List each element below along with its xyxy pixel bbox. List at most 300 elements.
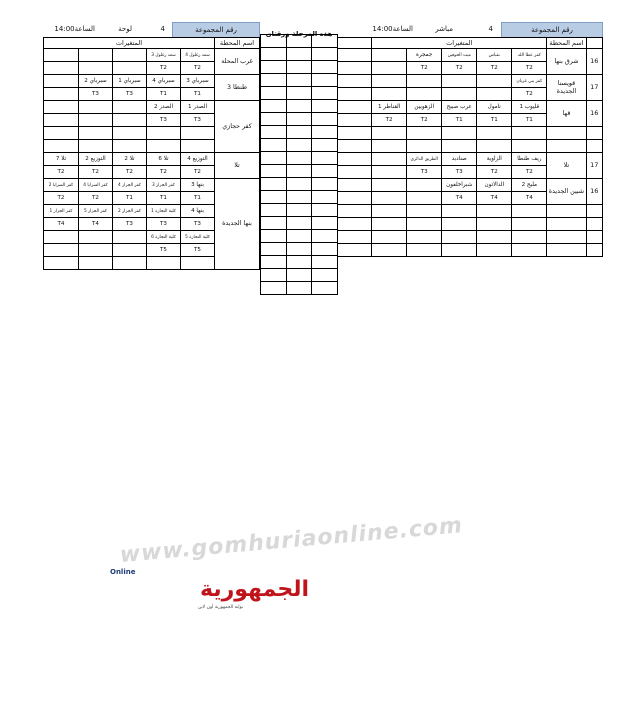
empty-cell [312, 256, 338, 269]
code-cell [372, 62, 407, 75]
right-variables-header: المتغيرات [372, 38, 547, 49]
variable-cell [43, 231, 78, 244]
code-cell: T1 [442, 114, 477, 127]
empty-cell [407, 218, 442, 231]
table-row [261, 178, 338, 191]
variable-cell: جمجرة [407, 49, 442, 62]
variable-cell: كلية التجارة 5 [181, 231, 215, 244]
empty-cell [586, 140, 602, 153]
empty-cell [477, 205, 512, 218]
code-cell: T2 [512, 62, 547, 75]
station-name: طنطا 3 [215, 75, 260, 101]
table-row [261, 139, 338, 152]
code-cell: T2 [147, 62, 181, 75]
empty-cell [181, 127, 215, 140]
empty-cell [261, 269, 287, 282]
empty-cell [372, 140, 407, 153]
row-number: 17 [586, 153, 602, 179]
variable-cell: شبراخلفون [442, 179, 477, 192]
empty-cell [147, 257, 181, 270]
variable-cell: بنها 3 [181, 179, 215, 192]
empty-cell [261, 100, 287, 113]
code-cell [372, 166, 407, 179]
code-cell [113, 114, 147, 127]
empty-cell [547, 205, 586, 218]
table-row [43, 75, 259, 88]
variable-cell [442, 75, 477, 88]
empty-cell [338, 218, 372, 231]
empty-cell [287, 61, 312, 74]
empty-cell [287, 243, 312, 256]
empty-cell [407, 140, 442, 153]
empty-cell [261, 204, 287, 217]
variable-cell: القناطر 1 [372, 101, 407, 114]
code-cell [442, 88, 477, 101]
empty-cell [312, 74, 338, 87]
empty-cell [147, 140, 181, 153]
empty-cell [147, 127, 181, 140]
empty-cell [312, 217, 338, 230]
variable-cell [79, 49, 113, 62]
empty-cell [261, 139, 287, 152]
variable-cell: الزاوية [477, 153, 512, 166]
station-name: قويسنا الجديدة [547, 75, 586, 101]
table-row [261, 87, 338, 100]
empty-cell [372, 205, 407, 218]
code-cell: T2 [181, 166, 215, 179]
code-cell: T1 [181, 88, 215, 101]
variable-cell: سعد زغلول 3 [147, 49, 181, 62]
table-row [261, 152, 338, 165]
variable-cell: كفر السرايا 4 [79, 179, 113, 192]
empty-cell [442, 127, 477, 140]
code-cell [79, 62, 113, 75]
variable-cell: الصدر 2 [147, 101, 181, 114]
variable-cell [43, 75, 78, 88]
empty-cell [261, 243, 287, 256]
station-name: بنها الجديدة [215, 179, 260, 270]
empty-cell [442, 218, 477, 231]
empty-cell [586, 244, 602, 257]
code-cell: T3 [181, 218, 215, 231]
empty-cell [586, 127, 602, 140]
table-row [261, 100, 338, 113]
code-cell: T3 [407, 166, 442, 179]
variable-cell: الصدر 1 [181, 101, 215, 114]
empty-cell [312, 230, 338, 243]
code-cell: T3 [442, 166, 477, 179]
table-row [338, 153, 603, 166]
variable-cell: الطريق الدائري [407, 153, 442, 166]
variable-cell: الدالاتون [477, 179, 512, 192]
empty-cell [261, 35, 287, 48]
code-cell [43, 244, 78, 257]
variable-cell: الزهويين [407, 101, 442, 114]
empty-cell [312, 48, 338, 61]
code-cell [407, 88, 442, 101]
empty-cell [287, 282, 312, 295]
code-cell: T1 [147, 192, 181, 205]
table-row [261, 165, 338, 178]
empty-cell [442, 205, 477, 218]
empty-cell [261, 74, 287, 87]
variable-cell: سبرباي 2 [79, 75, 113, 88]
station-name: شرق بنها [547, 49, 586, 75]
empty-cell [287, 87, 312, 100]
logo-tag-text: Online [110, 568, 136, 576]
left-table-wrap [44, 37, 260, 270]
empty-cell [312, 269, 338, 282]
variable-cell: كفر السرايا 2 [43, 179, 78, 192]
empty-cell [586, 205, 602, 218]
left-time: الساعة14:00 [54, 25, 95, 33]
left-group-label: رقم المجموعة [172, 22, 260, 38]
code-cell: T2 [477, 62, 512, 75]
empty-cell [287, 139, 312, 152]
empty-cell [79, 127, 113, 140]
empty-cell [287, 100, 312, 113]
empty-cell [477, 127, 512, 140]
code-cell [113, 62, 147, 75]
empty-cell [338, 153, 372, 166]
code-cell: T4 [477, 192, 512, 205]
code-cell: T2 [372, 114, 407, 127]
variable-cell [79, 101, 113, 114]
empty-cell [287, 126, 312, 139]
code-cell [43, 114, 78, 127]
row-number: 16 [586, 49, 602, 75]
variable-cell: سبرباي 4 [147, 75, 181, 88]
variable-cell: التوزيع 2 [79, 153, 113, 166]
watermark-text: www.gomhuriaonline.com [118, 513, 464, 569]
variable-cell: تلا 6 [147, 153, 181, 166]
empty-cell [338, 101, 372, 114]
right-time: الساعة14:00 [372, 25, 413, 33]
table-row [261, 61, 338, 74]
empty-cell [338, 140, 372, 153]
left-table [43, 37, 260, 270]
empty-cell [312, 282, 338, 295]
code-cell: T2 [512, 88, 547, 101]
variable-cell: صنادبد [442, 153, 477, 166]
variable-cell: كلية التجارة 1 [147, 205, 181, 218]
code-cell [43, 88, 78, 101]
empty-cell [372, 218, 407, 231]
empty-cell [287, 269, 312, 282]
variable-cell [372, 75, 407, 88]
table-row [43, 153, 259, 166]
empty-cell [338, 127, 372, 140]
empty-cell [477, 218, 512, 231]
code-cell: T3 [147, 114, 181, 127]
table-row [338, 127, 603, 140]
station-name: غرب المحلة [215, 49, 260, 75]
empty-cell [512, 127, 547, 140]
code-cell: T3 [181, 114, 215, 127]
empty-cell [338, 88, 372, 101]
variable-cell: عرب صبيح [442, 101, 477, 114]
code-cell: T2 [442, 62, 477, 75]
variable-cell: تلا 7 [43, 153, 78, 166]
empty-cell [407, 231, 442, 244]
code-cell: T2 [512, 166, 547, 179]
variable-cell [43, 49, 78, 62]
empty-cell [287, 165, 312, 178]
code-cell: T3 [113, 218, 147, 231]
code-cell: T2 [79, 166, 113, 179]
code-cell [372, 192, 407, 205]
variable-cell [407, 75, 442, 88]
left-group-number: 4 [160, 25, 165, 33]
empty-cell [312, 243, 338, 256]
variable-cell [407, 179, 442, 192]
empty-cell [407, 127, 442, 140]
variable-cell: تلا 2 [113, 153, 147, 166]
empty-cell [442, 244, 477, 257]
right-station-header: اسم المحطة [547, 38, 586, 49]
table-row [261, 204, 338, 217]
left-variables-header: المتغيرات [43, 38, 214, 49]
table-row [261, 113, 338, 126]
empty-cell [113, 140, 147, 153]
code-cell: T1 [477, 114, 512, 127]
empty-cell [312, 113, 338, 126]
empty-cell [261, 230, 287, 243]
code-cell: T5 [147, 244, 181, 257]
variable-cell: ميت الحوفين [442, 49, 477, 62]
right-table [337, 37, 603, 257]
empty-cell [312, 100, 338, 113]
station-name: تلا [547, 153, 586, 179]
code-cell: T1 [181, 192, 215, 205]
code-cell [43, 62, 78, 75]
code-cell [372, 88, 407, 101]
code-cell: T2 [181, 62, 215, 75]
variable-cell [372, 49, 407, 62]
empty-cell [261, 191, 287, 204]
variable-cell: مليج 2 [512, 179, 547, 192]
variable-cell: قليوب 1 [512, 101, 547, 114]
table-row [261, 35, 338, 48]
variable-cell [113, 101, 147, 114]
empty-cell [287, 113, 312, 126]
empty-cell [79, 257, 113, 270]
code-cell: T3 [79, 88, 113, 101]
site-logo [108, 560, 309, 620]
empty-cell [477, 140, 512, 153]
empty-cell [442, 140, 477, 153]
right-type: مباشر [435, 25, 453, 33]
variable-cell: كفر الجزار 1 [43, 205, 78, 218]
table-row [338, 218, 603, 231]
table-row [338, 75, 603, 88]
variable-cell: كفر الجزار 5 [79, 205, 113, 218]
empty-cell [547, 231, 586, 244]
table-row [261, 243, 338, 256]
table-row [43, 101, 259, 114]
empty-cell [512, 231, 547, 244]
empty-cell [181, 257, 215, 270]
empty-cell [312, 178, 338, 191]
station-name: شبين الجديدة [547, 179, 586, 205]
empty-cell [442, 231, 477, 244]
empty-cell [43, 127, 78, 140]
empty-cell [261, 61, 287, 74]
empty-cell [586, 231, 602, 244]
empty-cell [338, 62, 372, 75]
table-row [338, 101, 603, 114]
variable-cell: نقباس [477, 49, 512, 62]
empty-cell [261, 165, 287, 178]
empty-cell [287, 178, 312, 191]
variable-cell: كفر الجزار 4 [113, 179, 147, 192]
empty-cell [261, 282, 287, 295]
empty-cell [43, 140, 78, 153]
empty-cell [547, 127, 586, 140]
table-row [261, 217, 338, 230]
empty-cell [113, 257, 147, 270]
right-header [337, 22, 603, 36]
code-cell: T2 [79, 192, 113, 205]
empty-cell [43, 257, 78, 270]
empty-cell [338, 114, 372, 127]
table-row [338, 244, 603, 257]
variable-cell: كفر الجزار 2 [113, 205, 147, 218]
variable-cell: سبرباي 1 [113, 75, 147, 88]
empty-cell [547, 244, 586, 257]
row-number: 16 [586, 101, 602, 127]
empty-cell [261, 48, 287, 61]
empty-cell [407, 205, 442, 218]
right-extra-header [338, 38, 372, 49]
empty-cell [338, 192, 372, 205]
empty-cell [512, 205, 547, 218]
code-cell [113, 244, 147, 257]
table-row [43, 49, 259, 62]
empty-cell [312, 61, 338, 74]
code-cell: T4 [43, 218, 78, 231]
station-name: تلا [215, 153, 260, 179]
code-cell: T3 [147, 218, 181, 231]
empty-cell [477, 231, 512, 244]
variable-cell [477, 75, 512, 88]
empty-cell [261, 256, 287, 269]
variable-cell [79, 231, 113, 244]
variable-cell: سعد زغلول 4 [181, 49, 215, 62]
variable-cell [372, 179, 407, 192]
empty-cell [287, 204, 312, 217]
table-row [261, 256, 338, 269]
empty-cell [312, 139, 338, 152]
right-table-wrap [337, 37, 603, 257]
empty-cell [261, 126, 287, 139]
table-row [261, 74, 338, 87]
empty-cell [512, 244, 547, 257]
left-type: لوحة [118, 25, 132, 33]
variable-cell: سبرباي 3 [181, 75, 215, 88]
empty-cell [338, 179, 372, 192]
left-header [44, 22, 260, 36]
code-cell [407, 192, 442, 205]
table-row [338, 49, 603, 62]
empty-cell [261, 87, 287, 100]
code-cell [477, 88, 512, 101]
left-station-header: اسم المحطة [215, 38, 260, 49]
right-header-row [338, 38, 603, 49]
empty-cell [477, 244, 512, 257]
station-name: كفر حجازي [215, 101, 260, 153]
empty-cell [181, 140, 215, 153]
empty-cell [512, 140, 547, 153]
variable-cell: كفر عطا الله [512, 49, 547, 62]
empty-cell [338, 166, 372, 179]
code-cell: T1 [113, 192, 147, 205]
logo-graphic [108, 560, 309, 620]
empty-cell [338, 49, 372, 62]
empty-cell [512, 218, 547, 231]
right-group-number: 4 [488, 25, 493, 33]
empty-cell [113, 127, 147, 140]
empty-cell [407, 244, 442, 257]
variable-cell: ريف طنطا [512, 153, 547, 166]
table-row [261, 191, 338, 204]
empty-cell [586, 218, 602, 231]
code-cell: T3 [113, 88, 147, 101]
variable-cell [372, 153, 407, 166]
code-cell: T2 [477, 166, 512, 179]
empty-cell [312, 35, 338, 48]
variable-cell: كلية التجارة 6 [147, 231, 181, 244]
stage-title: هذه المرحلة ورقتان [265, 30, 333, 38]
variable-cell: التوزيع 4 [181, 153, 215, 166]
empty-cell [312, 191, 338, 204]
empty-cell [261, 152, 287, 165]
empty-cell [372, 231, 407, 244]
table-row [338, 140, 603, 153]
table-row [338, 179, 603, 192]
empty-cell [312, 87, 338, 100]
empty-cell [287, 191, 312, 204]
code-cell: T2 [407, 114, 442, 127]
variable-cell [43, 101, 78, 114]
empty-cell [312, 165, 338, 178]
empty-cell [312, 152, 338, 165]
logo-main-text: الجمهورية [200, 577, 309, 602]
code-cell: T2 [43, 166, 78, 179]
empty-cell [372, 127, 407, 140]
empty-cell [261, 113, 287, 126]
table-row [261, 282, 338, 295]
variable-cell: بنها 4 [181, 205, 215, 218]
empty-cell [372, 244, 407, 257]
empty-cell [287, 217, 312, 230]
right-group-label: رقم المجموعة [501, 22, 603, 38]
table-row [261, 48, 338, 61]
empty-cell [261, 178, 287, 191]
table-row [261, 126, 338, 139]
row-number: 17 [586, 75, 602, 101]
code-cell: T4 [442, 192, 477, 205]
station-name: قها [547, 101, 586, 127]
right-no-header [586, 38, 602, 49]
empty-cell [287, 152, 312, 165]
empty-cell [338, 75, 372, 88]
empty-cell [287, 35, 312, 48]
table-row [338, 205, 603, 218]
variable-cell [113, 49, 147, 62]
code-cell: T2 [147, 166, 181, 179]
middle-empty-grid [260, 34, 337, 295]
